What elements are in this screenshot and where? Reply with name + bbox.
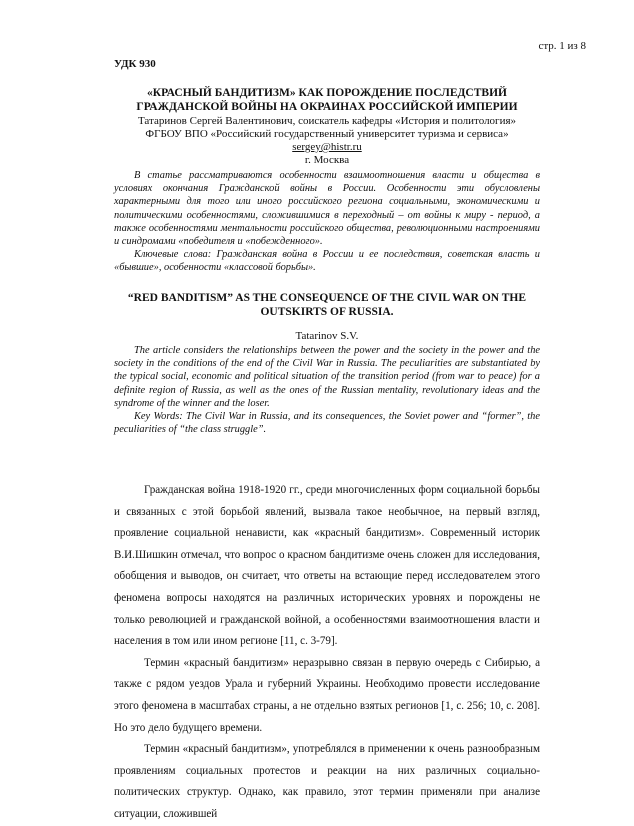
ru-author-block [100, 115, 554, 167]
page-number: стр. 1 из 8 [538, 40, 586, 52]
en-abstract-block [114, 344, 540, 436]
ru-title-line-1: «КРАСНЫЙ БАНДИТИЗМ» КАК ПОРОЖДЕНИЕ ПОСЛЕДСТВИЙ [147, 87, 507, 99]
body-paragraph-3: Термин «красный бандитизм», употреблялся в применении к очень разнообразным проявлениям социальных протестов и реакции на них различных социально-политических структур. Однако, как правило, этот термин применяли при анализе ситуации, сложившей [114, 743, 540, 820]
en-title [114, 291, 540, 319]
en-keywords: Key Words: The Civil War in Russia, and its consequences, the Soviet power and “former”, the peculiarities of “the class struggle”. [114, 411, 540, 436]
ru-abstract-block [114, 169, 540, 275]
ru-keywords: Ключевые слова: Гражданская война в России и ее последствия, советская власть и «бывшие», особенности «классовой борьбы». [114, 249, 540, 274]
en-title-line-2: OUTSKIRTS OF RUSSIA. [260, 306, 394, 318]
ru-author: Татаринов Сергей Валентинович, соискатель кафедры «История и политология» [137, 115, 517, 127]
city: г. Москва [304, 154, 350, 166]
ru-affiliation: ФГБОУ ВПО «Российский государственный университет туризма и сервиса» [145, 128, 509, 140]
body-paragraph-2: Термин «красный бандитизм» неразрывно связан в первую очередь с Сибирью, а также с рядом уездов Урала и губерний Украины. Необходимо провести исследование этого феномена в масштабах страны, а не отдельно взятых регионов [1, с. 256; 10, с. 208]. Но это дело будущего времени. [114, 656, 540, 734]
body-text [114, 480, 540, 826]
ru-title-line-2: ГРАЖДАНСКОЙ ВОЙНЫ НА ОКРАИНАХ РОССИЙСКОЙ ИМПЕРИИ [136, 101, 518, 113]
ru-title [114, 86, 540, 114]
author-email[interactable]: sergey@histr.ru [292, 141, 362, 153]
udk-code: УДК 930 [114, 58, 156, 70]
body-paragraph-1: Гражданская война 1918-1920 гг., среди многочисленных форм социальной борьбы и связанных с этой борьбой явлений, вызвала такое необычное, на первый взгляд, проявление социальной ненависти, как «красный бандитизм». Современный историк В.И.Шишкин отмечал, что вопрос о красном бандитизме очень сложен для исследования, обобщения и выводов, он считает, что ответы на встающие перед исследователем этого феномена вопросы находятся на различных исторических уровнях и порождены не только революцией и гражданской войной, а особенностями взаимоотношения власти и населения в том или ином регионе [11, с. 3-79]. [114, 484, 540, 648]
en-abstract: The article considers the relationships between the power and the society in the power and the society in the conditions of the end of the Civil War in Russia. The peculiarities are substantiated by the typical social, economic and political situation of the transition period (from war to peace) for a definite region of Russia, as well as the ones of the Russian mentality, revolutionary ideas and the syndrome of the winner and the loser. [114, 345, 540, 409]
en-title-line-1: “RED BANDITISM” AS THE CONSEQUENCE OF THE CIVIL WAR ON THE [127, 292, 527, 304]
ru-abstract: В статье рассматриваются особенности взаимоотношения власти и общества в условиях окончания Гражданской войны в России. Особенности эти обусловлены характерными для того или иного российского региона социальными, экономическими и политическими особенностями, сложившимися в переходный – от войны к миру - период, а также особенностями ментальности российского общества, революционными настроениями и синдромами «победителя и «побежденного». [114, 170, 540, 248]
en-author: Tatarinov S.V. [295, 330, 359, 342]
